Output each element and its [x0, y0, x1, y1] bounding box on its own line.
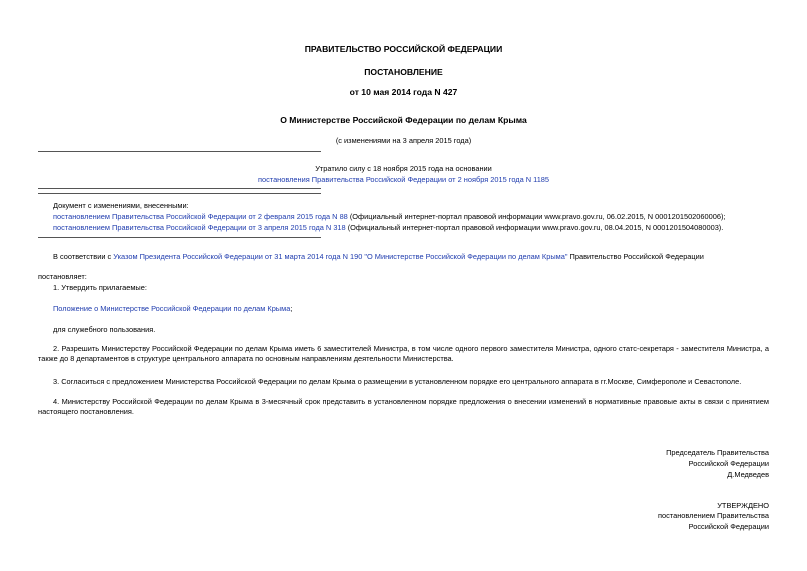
paragraph-1: 1. Утвердить прилагаемые: [53, 283, 147, 292]
document-title: О Министерстве Российской Федерации по делам Крыма [280, 115, 527, 125]
signatory-title: Председатель Правительства [666, 448, 769, 457]
paragraph-3: 3. Согласиться с предложением Министерства Российской Федерации по делам Крыма о размещении в установленном порядке его центрального аппарата в гг.Москве, Симферополе и Севастополе. [53, 377, 742, 386]
document-type: ПОСТАНОВЛЕНИЕ [364, 67, 443, 77]
decrees-word: постановляет: [38, 272, 87, 281]
preamble-text-end: Правительство Российской Федерации [567, 252, 704, 261]
signatory-title-2: Российской Федерации [688, 459, 769, 468]
preamble [53, 252, 704, 262]
paragraph-4: 4. Министерству Российской Федерации по делам Крыма в 3-месячный срок представить в установленном порядке предложения о внесении изменений в нормативные правовые акты в связи с принятием настоящего постановления. [38, 397, 769, 416]
divider [38, 188, 321, 189]
preamble-text: В соответствии с [53, 252, 114, 261]
divider [38, 193, 321, 194]
service-use-note: для служебного пользования. [53, 325, 156, 334]
government-heading: ПРАВИТЕЛЬСТВО РОССИЙСКОЙ ФЕДЕРАЦИИ [304, 44, 503, 54]
approved-heading: УТВЕРЖДЕНО [717, 501, 769, 510]
change-link[interactable]: постановлением Правительства Российской Федерации от 3 апреля 2015 года N 318 [53, 223, 346, 232]
expired-link[interactable]: постановления Правительства Российской Федерации от 2 ноября 2015 года N 1185 [257, 175, 550, 184]
document-date-number: от 10 мая 2014 года N 427 [349, 87, 458, 97]
signatory-name: Д.Медведев [727, 470, 769, 479]
amendments-note: (с изменениями на 3 апреля 2015 года) [335, 136, 472, 145]
change-item [53, 223, 723, 233]
regulation-punct: ; [290, 304, 293, 313]
expired-notice: Утратило силу с 18 ноября 2015 года на основании [315, 164, 492, 173]
paragraph-2: 2. Разрешить Министерству Российской Федерации по делам Крыма иметь 6 заместителей Министра, в том числе одного первого заместителя Министра, одного статс-секретаря - заместителя Министра, а также до 8 департаментов в структуре центрального аппарата по основным направлениям деятельности Министерства. [38, 344, 769, 363]
regulation-item [53, 304, 292, 314]
approved-line-3: Российской Федерации [688, 522, 769, 531]
change-source: (Официальный интернет-портал правовой информации www.pravo.gov.ru, 06.02.2015, N 0001201502060006); [347, 212, 726, 221]
change-item [53, 212, 725, 222]
change-link[interactable]: постановлением Правительства Российской Федерации от 2 февраля 2015 года N 88 [53, 212, 348, 221]
divider [38, 237, 321, 238]
approved-line-2: постановлением Правительства [658, 511, 769, 520]
regulation-link[interactable]: Положение о Министерстве Российской Федерации по делам Крыма [53, 304, 291, 313]
decree-link[interactable]: Указом Президента Российской Федерации от 31 марта 2014 года N 190 "О Министерстве Российской Федерации по делам Крыма" [113, 252, 568, 261]
changes-intro: Документ с изменениями, внесенными: [53, 201, 189, 210]
change-source: (Официальный интернет-портал правовой информации www.pravo.gov.ru, 08.04.2015, N 0001201504080003). [345, 223, 724, 232]
divider [38, 151, 321, 152]
